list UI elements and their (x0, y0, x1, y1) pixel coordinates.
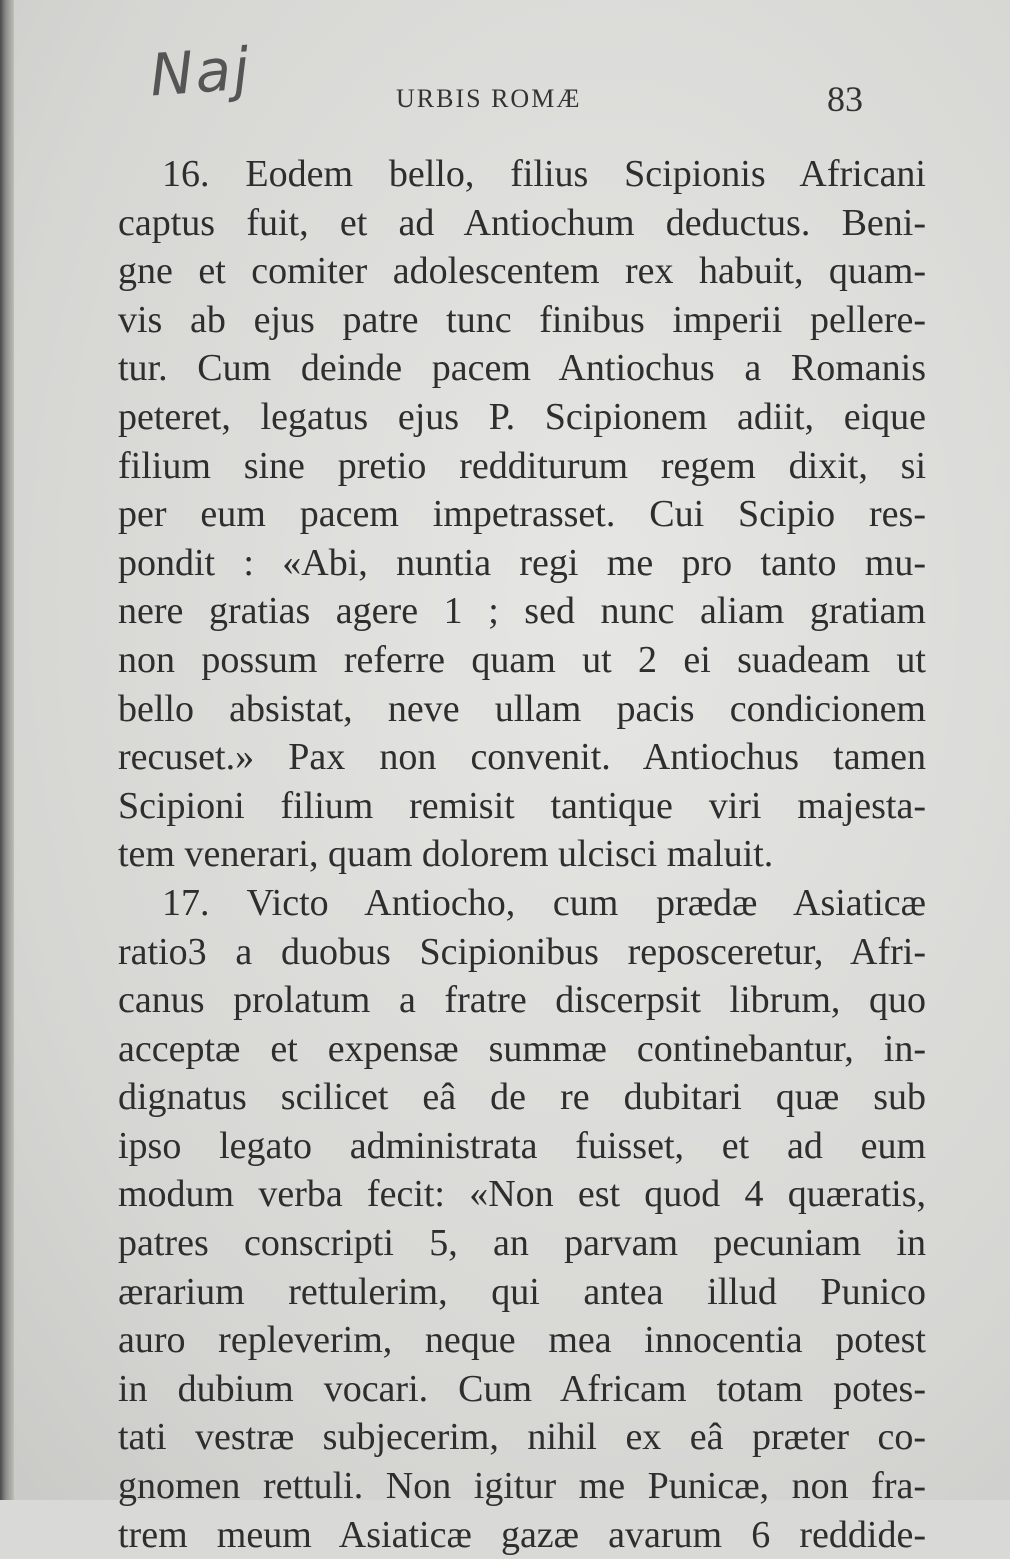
body-text (118, 150, 926, 1559)
page-number: 83 (827, 79, 863, 119)
page-binding-edge (0, 0, 14, 1500)
text-line: tem venerari, quam dolorem ulcisci maluit. (118, 833, 774, 876)
text-line: acceptæ et expensæ summæ continebantur, in- (118, 1027, 926, 1070)
text-line: peteret, legatus ejus P. Scipionem adiit, eique (118, 395, 926, 438)
text-line: bello absistat, neve ullam pacis condicionem (118, 687, 926, 730)
text-line: ratio3 a duobus Scipionibus reposceretur, Afri- (118, 930, 926, 973)
text-line: dignatus scilicet eâ de re dubitari quæ sub (118, 1076, 926, 1119)
text-line: 16. Eodem bello, filius Scipionis Africani (162, 153, 926, 195)
running-head: URBIS ROMÆ (396, 84, 582, 113)
text-line: non possum referre quam ut 2 ei suadeam ut (118, 638, 926, 681)
text-line: 17. Victo Antiocho, cum prædæ Asiaticæ (162, 881, 926, 924)
text-line: auro repleverim, neque mea innocentia potest (118, 1319, 926, 1362)
text-line: vis ab ejus patre tunc finibus imperii pellere- (118, 298, 926, 341)
text-line: in dubium vocari. Cum Africam totam potes- (118, 1367, 926, 1410)
text-line: pondit : «Abi, nuntia regi me pro tanto mu- (118, 541, 926, 584)
text-line: per eum pacem impetrasset. Cui Scipio res- (118, 493, 926, 536)
text-line: gnomen rettuli. Non igitur me Punicæ, non fra- (118, 1465, 926, 1508)
text-line: ærarium rettulerim, qui antea illud Punico (118, 1270, 926, 1313)
handwritten-annotation: Naj (147, 34, 254, 110)
text-line: trem meum Asiaticæ gazæ avarum 6 reddide- (118, 1513, 926, 1556)
text-line: filium sine pretio redditurum regem dixit, si (118, 444, 926, 487)
text-line: canus prolatum a fratre discerpsit librum, quo (118, 979, 926, 1022)
text-line: gne et comiter adolescentem rex habuit, quam- (118, 250, 926, 293)
text-line: ipso legato administrata fuisset, et ad eum (118, 1124, 926, 1167)
text-line: tati vestræ subjecerim, nihil ex eâ præter co- (118, 1416, 926, 1459)
text-line: nere gratias agere 1 ; sed nunc aliam gratiam (118, 590, 926, 633)
text-line: tur. Cum deinde pacem Antiochus a Romanis (118, 347, 926, 390)
text-line: modum verba fecit: «Non est quod 4 quæratis, (118, 1173, 926, 1216)
text-line: captus fuit, et ad Antiochum deductus. Beni- (118, 201, 926, 244)
text-line: Scipioni filium remisit tantique viri majesta- (118, 784, 926, 827)
text-line: patres conscripti 5, an parvam pecuniam in (118, 1222, 926, 1265)
text-line: recuset.» Pax non convenit. Antiochus tamen (118, 736, 926, 779)
